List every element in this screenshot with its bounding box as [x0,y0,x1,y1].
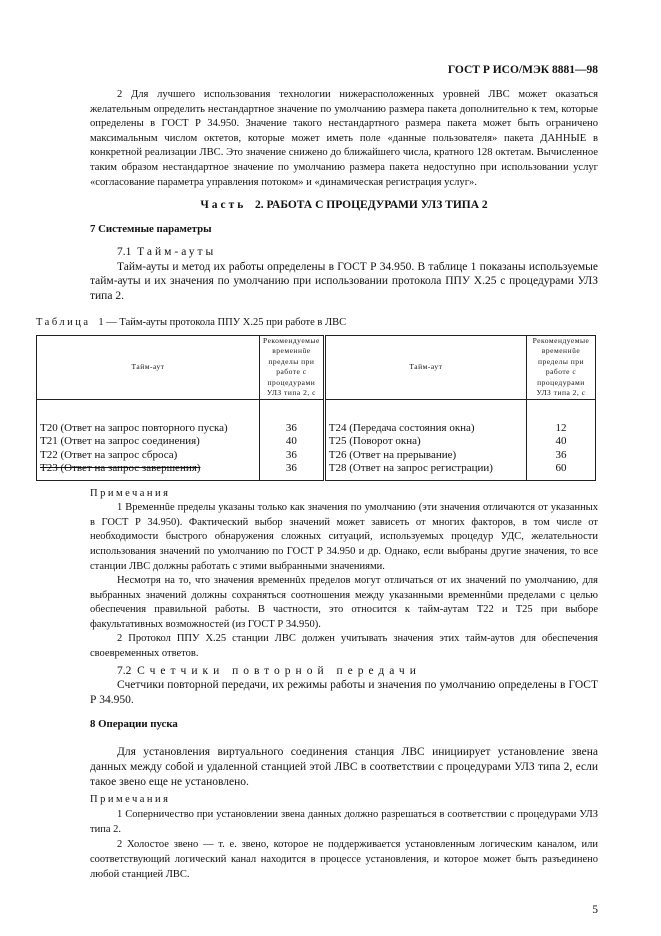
left-timeouts [37,399,260,480]
header-timeout-right: Тайм-аут [324,335,526,399]
section-7-2-heading [90,664,598,679]
timeouts-table [36,335,596,481]
timeout-name: T22 (Ответ на запрос сброса) [40,448,178,461]
timeout-name: T21 (Ответ на запрос соединения) [40,435,200,448]
section-7-1-number: 7.1 [117,246,132,259]
section-7-1-title: Тайм-ауты [137,246,217,259]
section-7-2-text: Счетчики повторной передачи, их режимы работы и значения по умолчанию определены в ГОСТ Р 34.950. [90,679,598,706]
timeout-value: 40 [555,435,567,448]
document-header: ГОСТ Р ИСО/МЭК 8881—98 [447,64,598,76]
notes-1-title: Примечания [90,487,171,499]
note-1: 1 Временнûе пределы указаны только как значения по умолчанию (эти значения отличаются от указанных в ГОСТ Р 34.950). Фактический выбор значений может зависеть от многих факторов, в том числе от необходимости быстрого обнаружения сложных ситуаций, используемых процедур УДС, желательности использования значений по умолчанию по ГОСТ Р 34.950 и др. Однако, если выбраны другие значения, то все станции ЛВС должны работать с этими выбранными значениями. [90,502,598,572]
section-7-1-text: Тайм-ауты и метод их работы определены в ГОСТ Р 34.950. В таблице 1 показаны используемые тайм-ауты и их значения по умолчанию при использовании протокола ППУ X.25 с процедурами УЛЗ типа 2. [90,260,598,302]
timeout-value: 36 [285,421,297,434]
timeout-name: T26 (Ответ на прерывание) [328,448,457,461]
timeout-value: 36 [285,448,297,461]
intro-note: 2 Для лучшего использования технологии нижерасположенных уровней ЛВС может оказаться желательным определить нестандартное значение по умолчанию размера пакета дополнительно к тем, которые определены в ГОСТ Р 34.950. Значение такого нестандартного размера пакета может быть ограничено максимальным числом октетов, которые может иметь поле «данные пользователя» пакета ДАННЫЕ в конкретной реализации ЛВС. Это значение снижено до ближайшего числа, кратного 128 октетам. Вычисленное таким образом нестандартное значение по умолчанию размера пакета недоступно при использовании услуг «согласование параметра управления потоком» и «динамическая регистрация услуг». [90,89,598,188]
timeout-name: T24 (Передача состояния окна) [328,421,475,434]
note-2: 2 Протокол ППУ X.25 станции ЛВС должен учитывать значения этих тайм-аутов для обеспечения своевременных ответов. [90,633,598,660]
table-row [37,399,596,480]
timeout-name: T23 (Ответ на запрос завершения) [40,462,201,475]
notes-2-title: Примечания [90,794,171,806]
timeout-value: 36 [285,462,297,475]
notes-2 [90,792,598,882]
table-caption-prefix: Таблица [36,316,91,328]
table-header-row [37,335,596,399]
section-8-title: 8 Операции пуска [90,718,178,731]
left-values [260,399,325,480]
note-2: 2 Холостое звено — т. е. звено, которое не поддерживается установленным логическим каналом, или соответствующий логический канал находится в процессе установления, и которое может быть разъединено любой станцией ЛВС. [90,839,598,881]
right-timeouts [324,399,526,480]
section-8-text: Для установления виртуального соединения станция ЛВС инициирует установление звена данных между собой и удаленной станцией этой ЛВС в соответствии с процедурами УЛЗ типа 2, если такое звено еще не установлено. [90,746,598,788]
table-caption-text: 1 — Тайм-ауты протокола ППУ X.25 при работе в ЛВС [98,316,347,328]
note-1: 1 Соперничество при установлении звена данных должно разрешаться в соответствии с процедурами УЛЗ типа 2. [90,809,598,836]
note-1-continued: Несмотря на то, что значения временнûх пределов могут отличаться от их значений по умолчанию, для выбранных значений должны сохраняться соотношения между указанными временнûми пределами с целью обеспечения правильной работы. В частности, это относится к тайм-аутам T22 и T25 при выборе факультативных возможностей (из ГОСТ Р 34.950). [90,575,598,630]
right-values [527,399,596,480]
page-number: 5 [592,904,598,917]
part-heading [90,199,598,211]
section-7-2-number: 7.2 [117,664,132,677]
timeout-value: 60 [555,462,567,475]
part-prefix: Часть [200,199,247,212]
part-title: 2. РАБОТА С ПРОЦЕДУРАМИ УЛЗ ТИПА 2 [254,199,488,212]
section-7-title: 7 Системные параметры [90,223,212,236]
timeout-name: T20 (Ответ на запрос повторного пуска) [40,421,228,434]
notes-1 [90,487,598,662]
timeout-value: 40 [285,435,297,448]
text-column [36,0,598,936]
header-value-right: Рекомендуемые временнûе пределы при работе с процедурами УЛЗ типа 2, с [527,335,596,399]
header-timeout-left: Тайм-аут [37,335,260,399]
header-value-left: Рекомендуемые временнûе пределы при работе с процедурами УЛЗ типа 2, с [260,335,325,399]
timeout-value: 36 [555,448,567,461]
section-7-2-title: Счетчики повторной передачи [137,664,421,677]
timeout-name: T28 (Ответ на запрос регистрации) [328,462,493,475]
section-7-1-heading [90,245,598,260]
timeout-name: T25 (Поворот окна) [328,435,421,448]
timeout-value: 12 [555,421,567,434]
table-caption [36,316,596,330]
